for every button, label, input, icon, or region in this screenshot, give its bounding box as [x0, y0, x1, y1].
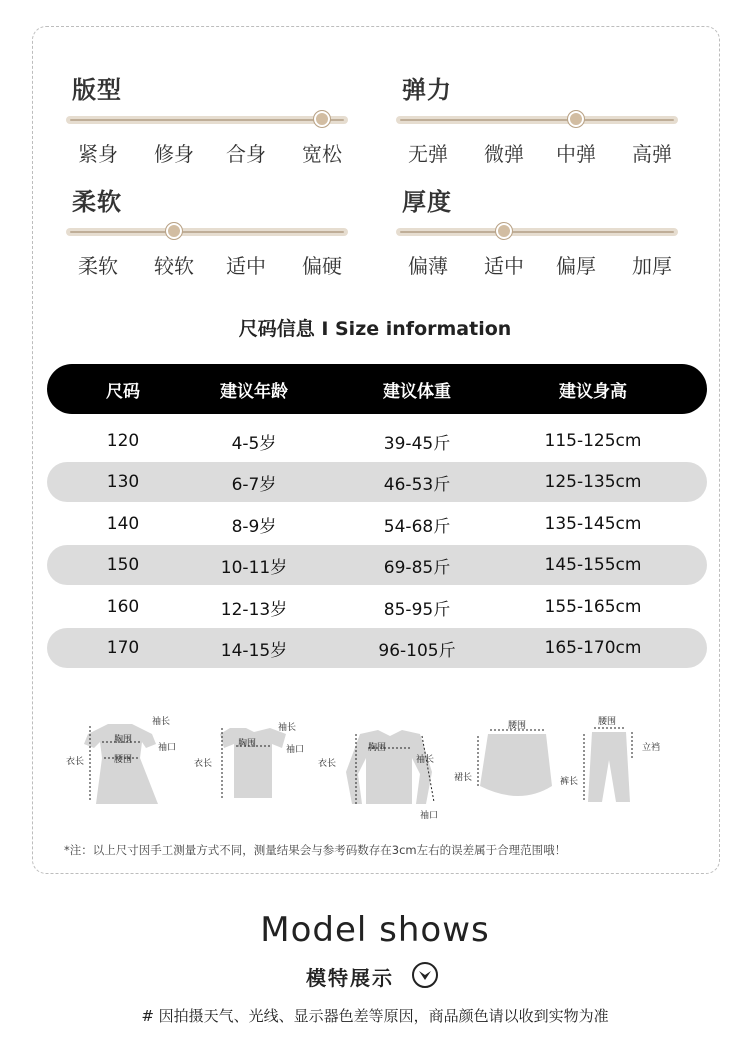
height-cell: 145-155cm — [544, 555, 642, 575]
attribute-option: 适中 — [484, 254, 524, 278]
age-cell: 4-5岁 — [231, 433, 277, 454]
attribute-scale-marker — [313, 110, 331, 128]
table-row — [47, 421, 707, 461]
weight-cell: 46-53斤 — [383, 474, 451, 495]
attribute-option: 微弹 — [484, 142, 524, 166]
table-row — [47, 545, 707, 585]
size-info-title: 尺码信息 I Size information — [238, 318, 512, 340]
attribute-scale-track — [66, 116, 348, 124]
model-shows-title: Model shows — [260, 910, 490, 950]
age-cell: 6-7岁 — [231, 474, 277, 495]
header-height: 建议身高 — [559, 381, 627, 402]
attribute-title: 柔软 — [72, 188, 122, 216]
tshirt-cuff-label: 袖口 — [286, 745, 305, 755]
attribute-option: 适中 — [226, 254, 266, 278]
sweater-length-label: 衣长 — [318, 759, 337, 769]
height-cell: 135-145cm — [544, 514, 642, 534]
attribute-title: 厚度 — [402, 188, 452, 216]
pants-length-label: 裤长 — [560, 777, 579, 787]
header-weight: 建议体重 — [383, 381, 451, 402]
weight-cell: 69-85斤 — [383, 557, 451, 578]
attribute-option: 紧身 — [78, 142, 118, 166]
height-cell: 125-135cm — [544, 472, 642, 492]
measurement-diagrams — [60, 712, 690, 822]
age-cell: 12-13岁 — [220, 599, 288, 620]
dress-cuff-label: 袖口 — [158, 743, 177, 753]
attribute-scale-track — [396, 116, 678, 124]
attribute-option: 偏薄 — [408, 254, 448, 278]
height-cell: 155-165cm — [544, 597, 642, 617]
sweater-chest-label: 胸围 — [368, 743, 387, 753]
age-cell: 10-11岁 — [220, 557, 288, 578]
size-cell: 150 — [106, 555, 140, 575]
pants-rise-label: 立裆 — [642, 743, 661, 753]
age-cell: 8-9岁 — [231, 516, 277, 537]
attribute-scale-marker — [165, 222, 183, 240]
attribute-option: 较软 — [154, 254, 194, 278]
attribute-title: 版型 — [72, 76, 122, 104]
chevron-down-icon — [412, 962, 438, 988]
attribute-scale-track — [396, 228, 678, 236]
dress-sleeve-label: 袖长 — [152, 717, 171, 727]
garment-outlines — [60, 712, 690, 822]
height-cell: 165-170cm — [544, 638, 642, 658]
size-table-header — [47, 364, 707, 414]
sweater-sleeve-label: 袖长 — [416, 755, 435, 765]
sweater-cuff-label: 袖口 — [420, 811, 439, 821]
weight-cell: 85-95斤 — [383, 599, 451, 620]
skirt-waist-label: 腰围 — [508, 721, 527, 731]
model-shows-subtitle: 模特展示 — [306, 966, 394, 990]
table-row — [47, 462, 707, 502]
attribute-option: 中弹 — [556, 142, 596, 166]
attribute-option: 加厚 — [632, 254, 672, 278]
weight-cell: 96-105斤 — [378, 640, 456, 661]
header-age: 建议年龄 — [220, 381, 288, 402]
attribute-scale-marker — [567, 110, 585, 128]
attribute-option: 合身 — [226, 142, 266, 166]
table-row — [47, 628, 707, 668]
size-cell: 120 — [106, 431, 140, 451]
size-cell: 160 — [106, 597, 140, 617]
attribute-scale-marker — [495, 222, 513, 240]
tshirt-length-label: 衣长 — [194, 759, 213, 769]
attribute-option: 偏厚 — [556, 254, 596, 278]
attribute-title: 弹力 — [402, 76, 452, 104]
table-row — [47, 587, 707, 627]
table-row — [47, 504, 707, 544]
dress-chest-label: 胸围 — [114, 735, 133, 745]
weight-cell: 54-68斤 — [383, 516, 451, 537]
attribute-option: 无弹 — [408, 142, 448, 166]
header-size: 尺码 — [106, 381, 140, 402]
size-cell: 170 — [106, 638, 140, 658]
attribute-option: 柔软 — [78, 254, 118, 278]
skirt-length-label: 裙长 — [454, 773, 473, 783]
dress-length-label: 衣长 — [66, 757, 85, 767]
attribute-option: 修身 — [154, 142, 194, 166]
size-cell: 140 — [106, 514, 140, 534]
measurement-note: *注：以上尺寸因手工测量方式不同，测量结果会与参考码数存在3cm左右的误差属于合理范围哦！ — [64, 843, 567, 857]
size-cell: 130 — [106, 472, 140, 492]
dress-waist-label: 腰围 — [114, 755, 133, 765]
attribute-scale-track — [66, 228, 348, 236]
height-cell: 115-125cm — [544, 431, 642, 451]
pants-waist-label: 腰围 — [598, 717, 617, 727]
tshirt-sleeve-label: 袖长 — [278, 723, 297, 733]
color-disclaimer: # 因拍摄天气、光线、显示器色差等原因，商品颜色请以收到实物为准 — [141, 1007, 609, 1025]
age-cell: 14-15岁 — [220, 640, 288, 661]
attribute-option: 高弹 — [632, 142, 672, 166]
tshirt-chest-label: 胸围 — [238, 739, 257, 749]
attribute-option: 偏硬 — [302, 254, 342, 278]
attribute-option: 宽松 — [302, 142, 342, 166]
weight-cell: 39-45斤 — [383, 433, 451, 454]
